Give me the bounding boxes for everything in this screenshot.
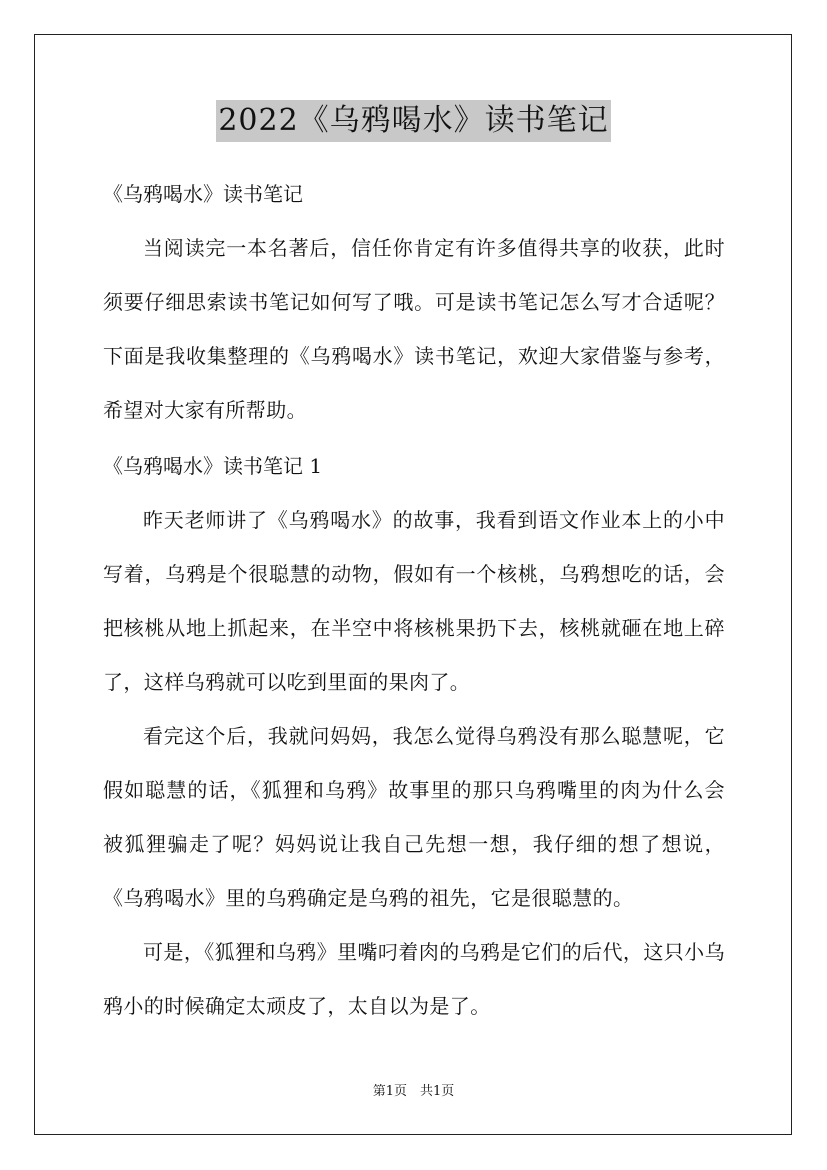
paragraph-intro: 当阅读完一本名著后，信任你肯定有许多值得共享的收获，此时须要仔细思索读书笔记如何写了哦。可是读书笔记怎么写才合适呢？下面是我收集整理的《乌鸦喝水》读书笔记，欢迎大家借鉴与参考，希望对大家有所帮助。 xyxy=(103,236,725,422)
paragraph-question: 看完这个后，我就问妈妈，我怎么觉得乌鸦没有那么聪慧呢，它假如聪慧的话，《狐狸和乌鸦》故事里的那只乌鸦嘴里的肉为什么会被狐狸骗走了呢？妈妈说让我自己先想一想，我仔细的想了想说，《乌鸦喝水》里的乌鸦确定是乌鸦的祖先，它是很聪慧的。 xyxy=(103,724,725,910)
document-title: 2022《乌鸦喝水》读书笔记 xyxy=(216,100,610,142)
title-container xyxy=(0,100,827,142)
document-body xyxy=(103,175,725,1033)
section-heading-1: 《乌鸦喝水》读书笔记 1 xyxy=(103,454,323,478)
section-heading: 《乌鸦喝水》读书笔记 xyxy=(103,182,303,206)
paragraph-story: 昨天老师讲了《乌鸦喝水》的故事，我看到语文作业本上的小中写着，乌鸦是个很聪慧的动物，假如有一个核桃，乌鸦想吃的话，会把核桃从地上抓起来，在半空中将核桃果扔下去，核桃就砸在地上碎了，这样乌鸦就可以吃到里面的果肉了。 xyxy=(103,508,725,694)
page-footer: 第1页 共1页 xyxy=(372,1084,455,1099)
paragraph-conclusion: 可是，《狐狸和乌鸦》里嘴叼着肉的乌鸦是它们的后代，这只小乌鸦小的时候确定太顽皮了，太自以为是了。 xyxy=(103,940,725,1018)
